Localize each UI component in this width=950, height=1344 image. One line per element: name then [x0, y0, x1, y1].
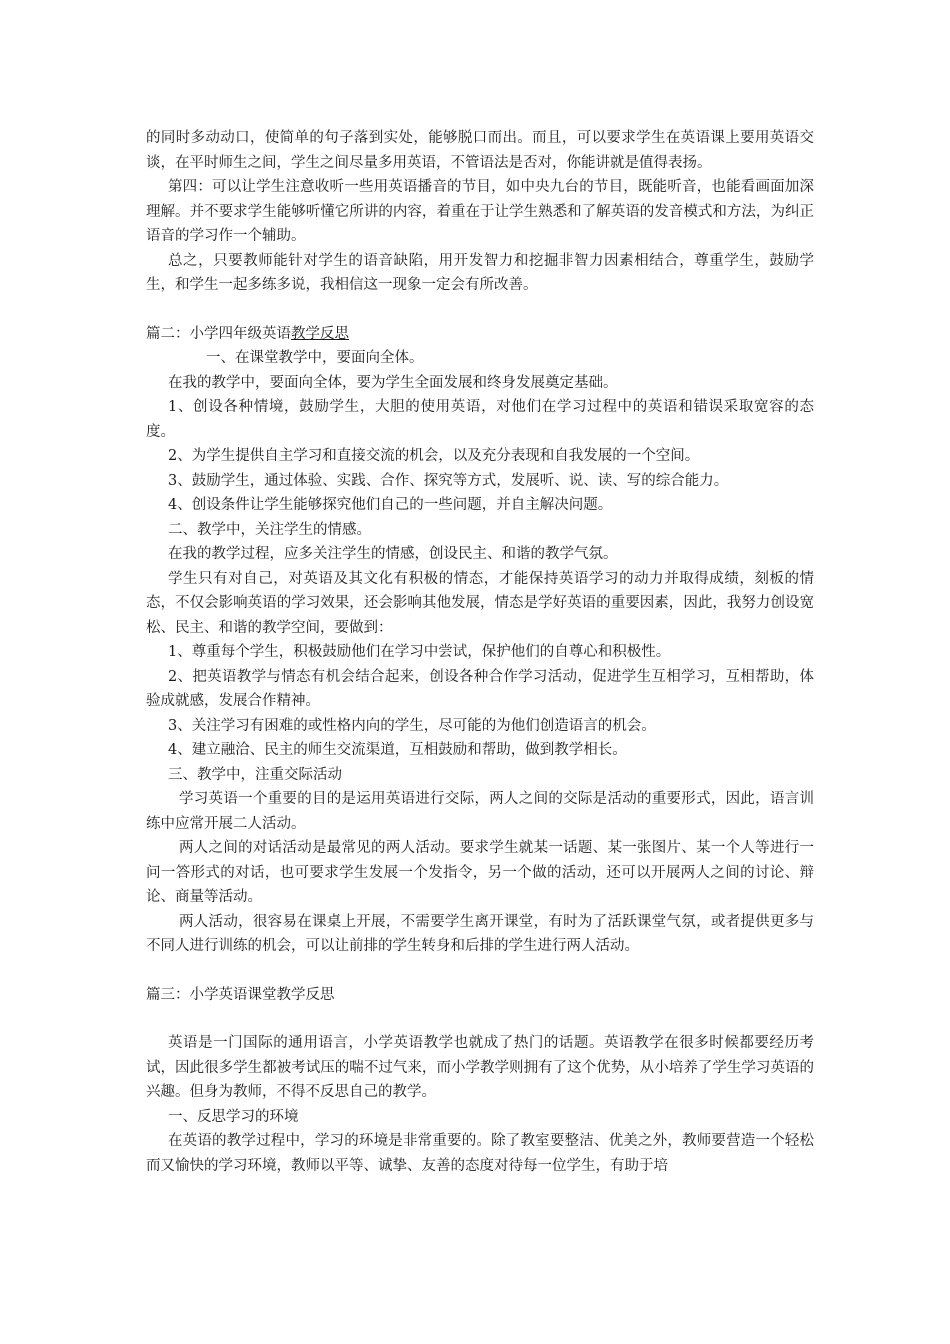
section-heading: 一、在课堂教学中，要面向全体。 [206, 350, 424, 366]
paragraph: 英语是一门国际的通用语言，小学英语教学也就成了热门的话题。英语教学在很多时候都要经历考试，因此很多学生都被考试压的喘不过气来，而小学教学则拥有了这个优势，从小培养了学生学习英语的兴趣。但身为教师，不得不反思自己的教学。 [146, 1035, 814, 1100]
paragraph: 学习英语一个重要的目的是运用英语进行交际，两人之间的交际是活动的重要形式，因此，语言训练中应常开展二人活动。 [146, 791, 814, 832]
list-item: 1、创设各种情境，鼓励学生，大胆的使用英语，对他们在学习过程中的英语和错误采取宽容的态度。 [146, 399, 814, 440]
section-heading: 二、教学中，关注学生的情感。 [168, 521, 371, 538]
paragraph: 的同时多动动口，使简单的句子落到实处，能够脱口而出。而且，可以要求学生在英语课上要用英语交谈，在平时师生之间，学生之间尽量多用英语，不管语法是否对，你能讲就是值得表扬。 [146, 130, 814, 171]
list-item: 2、把英语教学与情态有机会结合起来，创设各种合作学习活动，促进学生互相学习，互相帮助，体验成就感，发展合作精神。 [146, 668, 814, 709]
teaching-reflection-link[interactable]: 教学反思 [291, 325, 349, 342]
section-title: 篇三：小学英语课堂教学反思 [146, 986, 335, 1003]
paragraph: 在我的教学过程，应多关注学生的情感，创设民主、和谐的教学气氛。 [168, 546, 618, 562]
paragraph: 学生只有对自己，对英语及其文化有积极的情态，才能保持英语学习的动力并取得成绩，刻板的情态，不仅会影响英语的学习效果，还会影响其他发展，情态是学好英语的重要因素，因此，我努力创设宽松、民主、和谐的教学空间，要做到： [146, 570, 814, 636]
paragraph: 第四：可以让学生注意收听一些用英语播音的节目，如中央九台的节目，既能听音，也能看画面加深理解。并不要求学生能够听懂它所讲的内容，着重在于让学生熟悉和了解英语的发音模式和方法，为纠正语音的学习作一个辅助。 [146, 179, 814, 244]
paragraph: 在英语的教学过程中，学习的环境是非常重要的。除了教室要整洁、优美之外，教师要营造一个轻松而又愉快的学习环境，教师以平等、诚挚、友善的态度对待每一位学生，有助于培 [146, 1133, 814, 1174]
paragraph: 两人活动，很容易在课桌上开展，不需要学生离开课堂，有时为了活跃课堂气氛，或者提供更多与不同人进行训练的机会，可以让前排的学生转身和后排的学生进行两人活动。 [146, 913, 814, 954]
document-body [146, 126, 814, 1178]
list-item: 4、建立融洽、民主的师生交流渠道，互相鼓励和帮助，做到教学相长。 [168, 742, 627, 758]
list-item: 2、为学生提供自主学习和直接交流的机会，以及充分表现和自我发展的一个空间。 [168, 448, 700, 464]
list-item: 3、关注学习有困难的或性格内向的学生，尽可能的为他们创造语言的机会。 [168, 717, 656, 734]
section-title-text: 篇二：小学四年级英语 [146, 325, 291, 342]
list-item: 3、鼓励学生，通过体验、实践、合作、探究等方式，发展听、说、读、写的综合能力。 [168, 472, 729, 489]
section-heading: 一、反思学习的环境 [168, 1108, 299, 1125]
list-item: 4、创设条件让学生能够探究他们自己的一些问题，并自主解决问题。 [168, 497, 613, 513]
section-heading: 三、教学中，注重交际活动 [168, 766, 342, 783]
section-title [146, 322, 814, 347]
paragraph: 两人之间的对话活动是最常见的两人活动。要求学生就某一话题、某一张图片、某一个人等进行一问一答形式的对话，也可要求学生发展一个发指令，另一个做的活动，还可以开展两人之间的讨论、辩论、商量等活动。 [146, 840, 814, 905]
list-item: 1、尊重每个学生，积极鼓励他们在学习中尝试，保护他们的自尊心和积极性。 [168, 644, 671, 660]
paragraph: 在我的教学中，要面向全体，要为学生全面发展和终身发展奠定基础。 [168, 374, 618, 391]
paragraph: 总之，只要教师能针对学生的语音缺陷，用开发智力和挖掘非智力因素相结合，尊重学生，鼓励学生，和学生一起多练多说，我相信这一现象一定会有所改善。 [146, 252, 814, 293]
